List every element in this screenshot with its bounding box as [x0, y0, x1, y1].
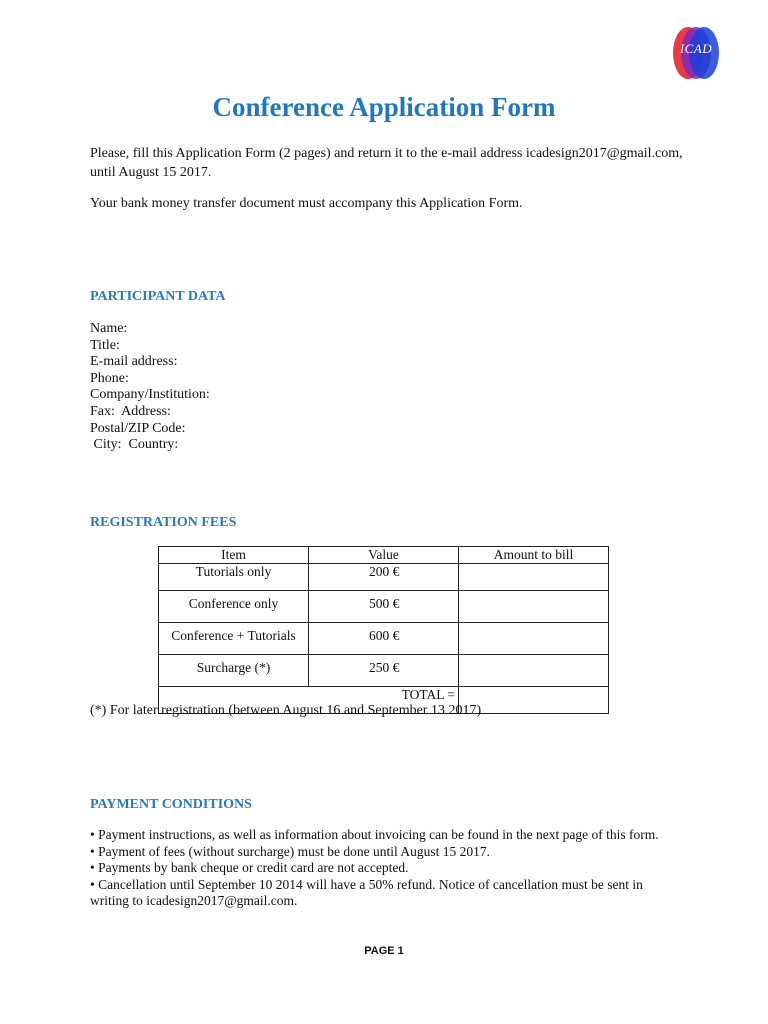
field-postal-code[interactable]: Postal/ZIP Code: [90, 420, 186, 436]
field-email[interactable]: E-mail address: [90, 354, 178, 370]
list-item: • Payment instructions, as well as information about invoicing can be found in the next page of this form. [90, 827, 659, 842]
page-number: PAGE 1 [364, 945, 404, 957]
header-amount: Amount to bill [459, 547, 609, 564]
fees-heading: REGISTRATION FEES [90, 515, 237, 530]
field-title[interactable]: Title: [90, 337, 120, 353]
field-phone[interactable]: Phone: [90, 370, 129, 386]
logo-text: ICAD [679, 41, 713, 56]
row-item: Conference + Tutorials [159, 623, 309, 655]
icad-logo [668, 25, 724, 81]
payment-heading: PAYMENT CONDITIONS [90, 797, 252, 812]
row-value: 600 € [309, 623, 459, 655]
intro-paragraph [90, 144, 700, 182]
list-item: • Payments by bank cheque or credit card are not accepted. [90, 860, 409, 875]
row-amount-cell[interactable] [459, 623, 609, 655]
table-row [159, 591, 609, 623]
page-title: Conference Application Form [212, 92, 556, 122]
surcharge-note: (*) For later registration (between August 16 and September 13 2017) [90, 703, 482, 718]
intro-line-2: until August 15 2017. [90, 165, 212, 180]
row-item: Surcharge (*) [159, 655, 309, 687]
field-name[interactable]: Name: [90, 321, 128, 336]
table-row [159, 623, 609, 655]
fees-header-row [159, 547, 609, 564]
row-value: 250 € [309, 655, 459, 687]
row-item: Conference only [159, 591, 309, 623]
table-row [159, 564, 609, 591]
field-company[interactable]: Company/Institution: [90, 387, 210, 403]
payment-conditions-list [90, 827, 690, 910]
row-amount-cell[interactable] [459, 564, 609, 591]
row-value: 200 € [309, 564, 459, 591]
row-amount-cell[interactable] [459, 591, 609, 623]
field-fax-address[interactable]: Fax: Address: [90, 403, 171, 419]
table-row [159, 655, 609, 687]
row-amount-cell[interactable] [459, 655, 609, 687]
list-item: • Payment of fees (without surcharge) must be done until August 15 2017. [90, 843, 491, 859]
participant-fields [90, 321, 210, 454]
intro-line-3: Your bank money transfer document must accompany this Application Form. [90, 196, 523, 211]
row-item: Tutorials only [159, 564, 309, 591]
intro-line-1: Please, fill this Application Form (2 pages) and return it to the e-mail address icadesign2017@gmail.com, [90, 146, 683, 161]
total-label: TOTAL = [159, 687, 459, 714]
header-item: Item [159, 547, 309, 564]
list-item: writing to icadesign2017@gmail.com. [90, 893, 298, 908]
row-value: 500 € [309, 591, 459, 623]
participant-heading: PARTICIPANT DATA [90, 289, 226, 304]
field-city-country[interactable]: City: Country: [90, 437, 179, 453]
list-item: • Cancellation until September 10 2014 will have a 50% refund. Notice of cancellation must be sent in [90, 876, 643, 892]
header-value: Value [309, 547, 459, 564]
fees-table [158, 546, 609, 714]
